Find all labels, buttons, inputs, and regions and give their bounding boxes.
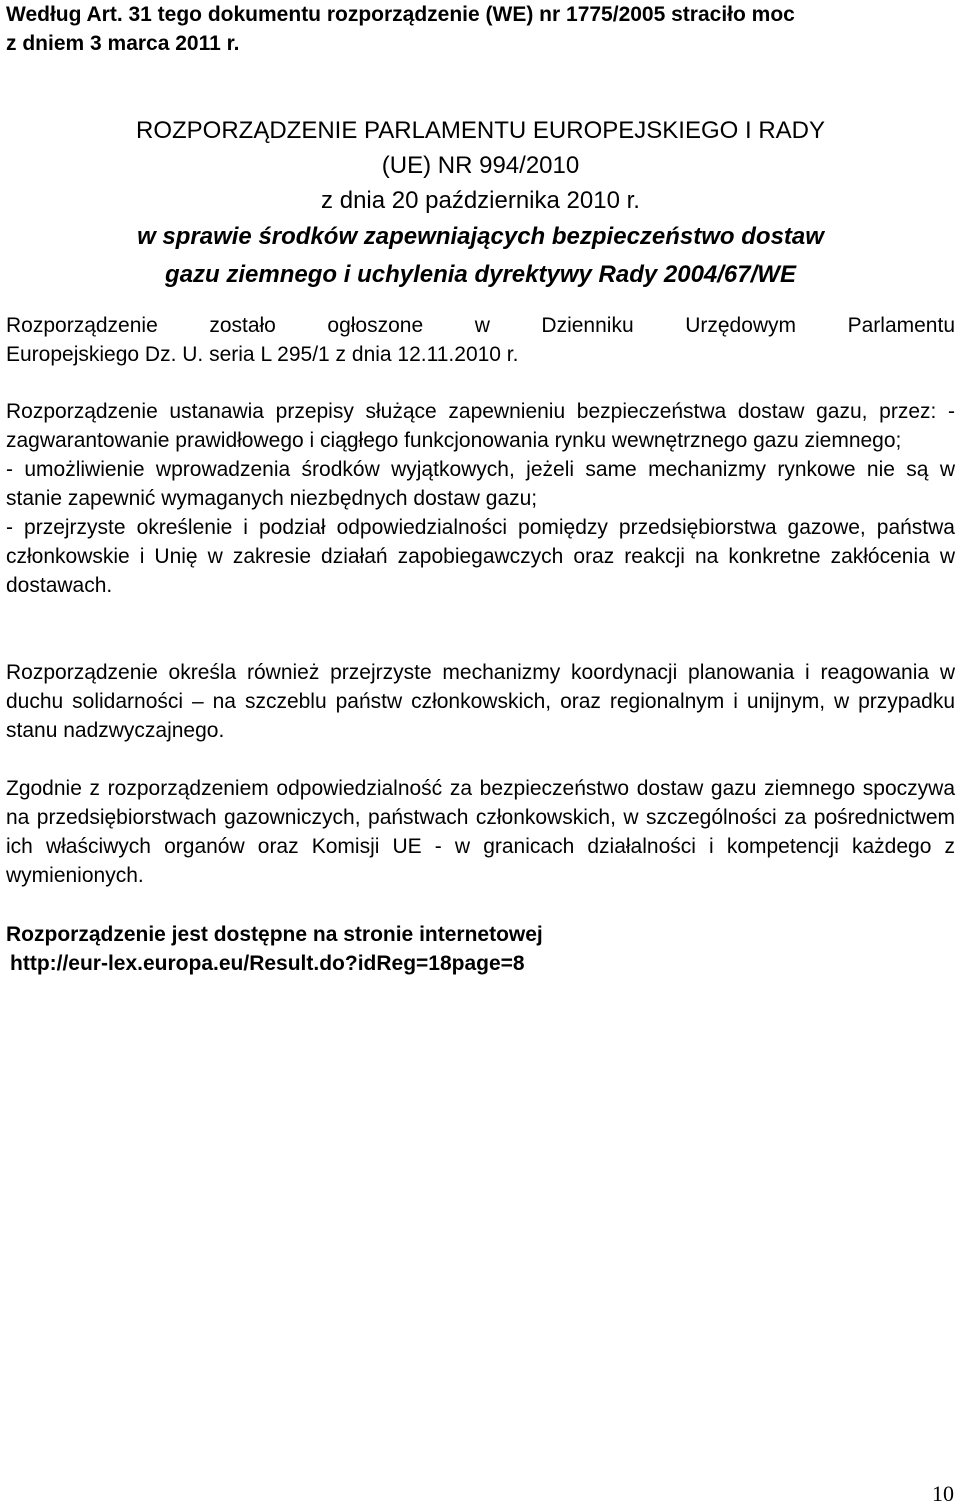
responsibility-paragraph: Zgodnie z rozporządzeniem odpowiedzialność za bezpieczeństwo dostaw gazu ziemnego spoczywa na przedsiębiorstwach gazowniczych, państwach członkowskich, w szczególności za pośrednictwem ich właściwych organów oraz Komisji UE - w granicach działalności i kompetencji każdego z wymienionych. xyxy=(6,777,955,887)
publication-line-2: Europejskiego Dz. U. seria L 295/1 z dnia 12.11.2010 r. xyxy=(6,343,519,366)
page-number: 10 xyxy=(932,1481,954,1506)
availability-paragraph xyxy=(6,920,955,978)
repeal-note xyxy=(6,0,955,58)
title-line-2: (UE) NR 994/2010 xyxy=(381,152,580,179)
availability-url[interactable]: http://eur-lex.europa.eu/Result.do?idReg=18page=8 xyxy=(10,952,525,975)
repeal-note-line-1: Według Art. 31 tego dokumentu rozporządzenie (WE) nr 1775/2005 straciło moc xyxy=(6,3,795,26)
repeal-note-line-2: z dniem 3 marca 2011 r. xyxy=(6,32,240,55)
scope-paragraph xyxy=(6,397,955,600)
scope-item-3: - przejrzyste określenie i podział odpowiedzialności pomiędzy przedsiębiorstwa gazowe, państwa członkowskie i Unię w zakresie działań zapobiegawczych oraz reakcji na konkretne zakłócenia w dostawach. xyxy=(6,516,955,597)
publication-line-1: Rozporządzenie zostało ogłoszone w Dzienniku Urzędowym Parlamentu xyxy=(6,314,955,337)
title-topic-line-1: w sprawie środków zapewniających bezpieczeństwo dostaw xyxy=(137,223,824,250)
scope-item-2: - umożliwienie wprowadzenia środków wyjątkowych, jeżeli same mechanizmy rynkowe nie są w stanie zapewnić wymaganych niezbędnych dostaw gazu; xyxy=(6,458,955,510)
availability-text: Rozporządzenie jest dostępne na stronie internetowej xyxy=(6,923,543,946)
title-line-1: ROZPORZĄDZENIE PARLAMENTU EUROPEJSKIEGO I RADY xyxy=(136,117,825,144)
title-topic-line-2: gazu ziemnego i uchylenia dyrektywy Rady 2004/67/WE xyxy=(165,261,796,288)
regulation-title xyxy=(6,113,955,294)
title-date: z dnia 20 października 2010 r. xyxy=(321,187,640,214)
publication-paragraph xyxy=(6,311,955,369)
scope-intro: Rozporządzenie ustanawia przepisy służące zapewnieniu bezpieczeństwa dostaw gazu, przez: - zagwarantowanie prawidłowego i ciągłego funkcjonowania rynku wewnętrznego gazu ziemnego; xyxy=(6,400,955,452)
mechanisms-paragraph: Rozporządzenie określa również przejrzyste mechanizmy koordynacji planowania i reagowania w duchu solidarności – na szczeblu państw członkowskich, oraz regionalnym i unijnym, w przypadku stanu nadzwyczajnego. xyxy=(6,661,955,742)
